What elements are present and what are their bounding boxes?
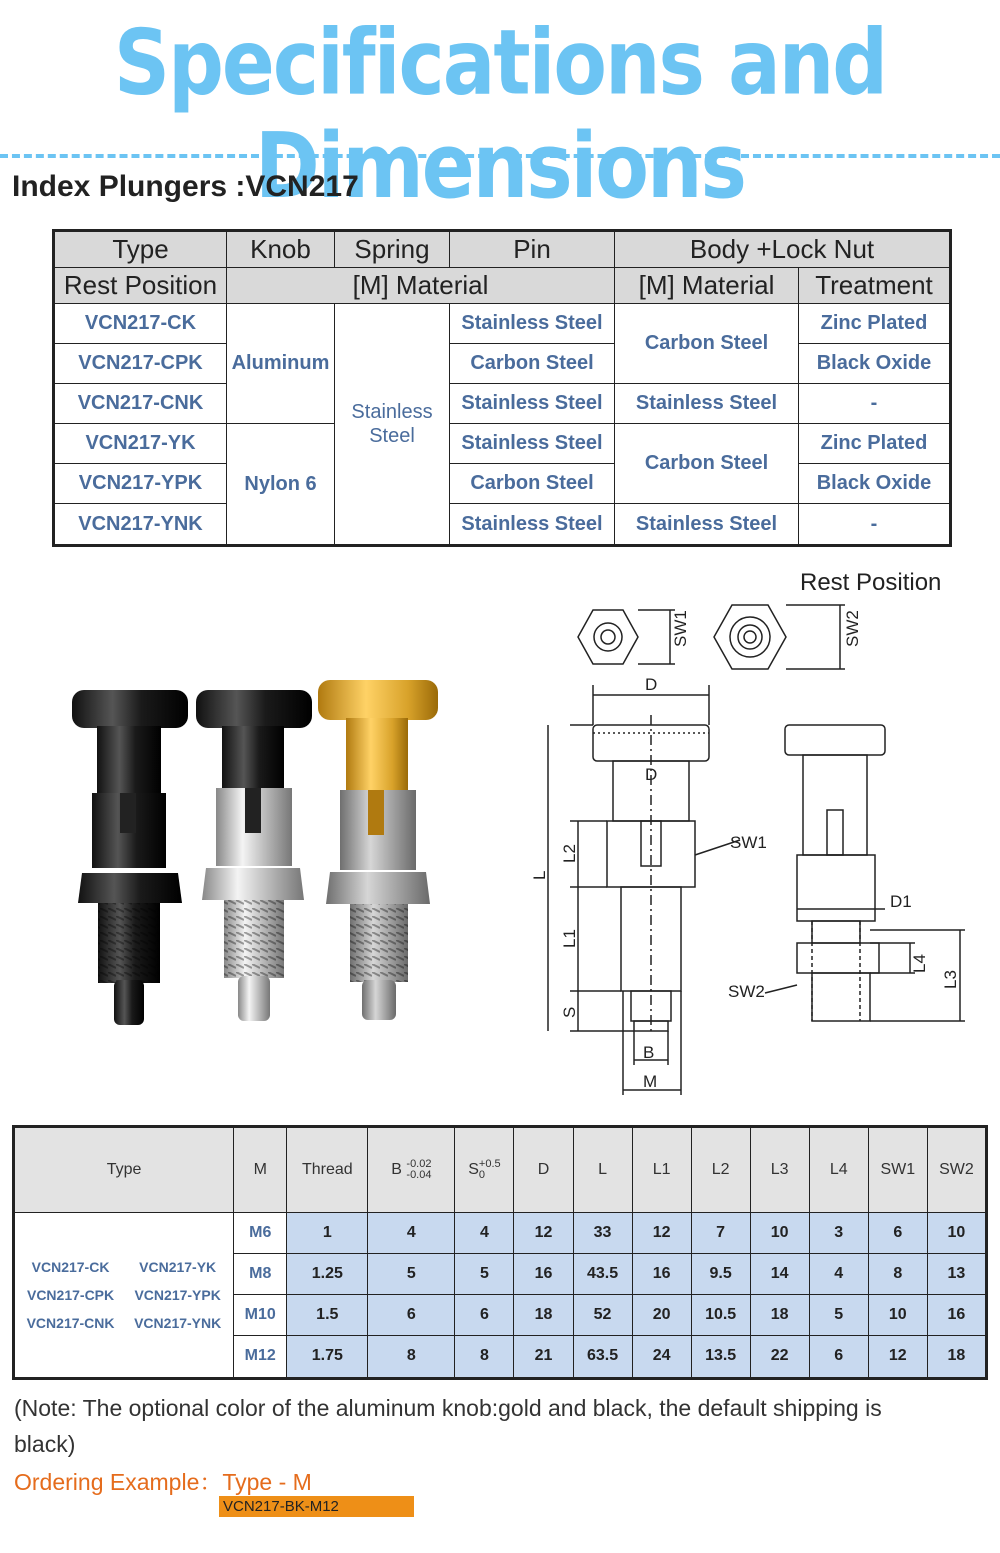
type-cell: VCN217-YPK	[54, 464, 227, 504]
l2-label: L2	[560, 844, 579, 863]
l1-label: L1	[560, 929, 579, 948]
value-cell: 18	[514, 1294, 573, 1335]
note-text: (Note: The optional color of the aluminum knob:gold and black, the default shipping is black)	[14, 1395, 882, 1457]
header-d: D	[514, 1127, 573, 1213]
value-cell: 10	[927, 1213, 986, 1254]
value-cell: 16	[632, 1253, 691, 1294]
m-label: M	[643, 1072, 658, 1091]
value-cell: 5	[809, 1294, 868, 1335]
value-cell: 1.25	[287, 1253, 368, 1294]
header-l2: L2	[691, 1127, 750, 1213]
sw2-side-label: SW2	[728, 982, 765, 1001]
header-s-label: S	[468, 1161, 479, 1179]
value-cell: 9.5	[691, 1253, 750, 1294]
treatment-cell: Zinc Plated	[799, 424, 951, 464]
value-cell: 7	[691, 1213, 750, 1254]
value-cell: 3	[809, 1213, 868, 1254]
value-cell: 6	[368, 1294, 455, 1335]
treatment-cell: -	[799, 504, 951, 546]
header-l1: L1	[632, 1127, 691, 1213]
sw2-label: SW2	[843, 610, 862, 647]
value-cell: 6	[868, 1213, 927, 1254]
header-l4: L4	[809, 1127, 868, 1213]
table-row	[14, 1213, 987, 1254]
table-row	[54, 304, 951, 344]
body-cell: Carbon Steel	[615, 304, 799, 384]
header-s	[455, 1127, 514, 1213]
type-cell: VCN217-CK	[54, 304, 227, 344]
header-knob: Knob	[227, 231, 335, 268]
ordering-code: VCN217-BK-M12	[219, 1496, 414, 1517]
value-cell: 13	[927, 1253, 986, 1294]
value-cell: 63.5	[573, 1335, 632, 1378]
header-b-label: B	[391, 1161, 402, 1179]
pin-cell: Carbon Steel	[450, 464, 615, 504]
title-divider	[0, 154, 1000, 158]
sw1-label: SW1	[671, 610, 690, 647]
sw1-side-label: SW1	[730, 833, 767, 852]
table-row	[54, 504, 951, 546]
table-row	[54, 464, 951, 504]
value-cell: 8	[868, 1253, 927, 1294]
header-thread: Thread	[287, 1127, 368, 1213]
table-row	[54, 384, 951, 424]
type-item: VCN217-YNK	[134, 1315, 222, 1331]
table-row	[54, 344, 951, 384]
type-item: VCN217-CNK	[26, 1315, 115, 1331]
type-item: VCN217-YK	[139, 1259, 217, 1275]
value-cell: 16	[927, 1294, 986, 1335]
value-cell: 4	[809, 1253, 868, 1294]
value-cell: 43.5	[573, 1253, 632, 1294]
table-row	[54, 424, 951, 464]
pin-cell: Stainless Steel	[450, 384, 615, 424]
body-cell: Stainless Steel	[615, 384, 799, 424]
s-tolerance-upper: +0.5	[478, 1158, 501, 1170]
ordering-example-label: Ordering Example：Type - M	[14, 1469, 312, 1495]
body-cell: Stainless Steel	[615, 504, 799, 546]
type-cell: VCN217-YNK	[54, 504, 227, 546]
pin-cell: Stainless Steel	[450, 424, 615, 464]
header-sw1: SW1	[868, 1127, 927, 1213]
type-item: VCN217-YPK	[134, 1287, 221, 1303]
knob-cell: Nylon 6	[227, 424, 335, 546]
value-cell: 21	[514, 1335, 573, 1378]
gold-plunger	[318, 680, 438, 1020]
b-label: B	[643, 1043, 655, 1062]
page-title: Specifications and Dimensions	[113, 12, 887, 219]
l-label: L	[530, 870, 549, 880]
pin-cell: Stainless Steel	[450, 504, 615, 546]
header-body-material: [M] Material	[615, 268, 799, 304]
value-cell: 33	[573, 1213, 632, 1254]
value-cell: 22	[750, 1335, 809, 1378]
treatment-cell: -	[799, 384, 951, 424]
type-cell: VCN217-CNK	[54, 384, 227, 424]
value-cell: 14	[750, 1253, 809, 1294]
product-photo	[60, 668, 460, 1048]
value-cell: 6	[809, 1335, 868, 1378]
value-cell: 5	[455, 1253, 514, 1294]
header-spring: Spring	[335, 231, 450, 268]
silver-plunger	[196, 690, 312, 1021]
s-label: S	[560, 1006, 579, 1018]
pin-cell: Stainless Steel	[450, 304, 615, 344]
rest-position-label: Rest Position	[800, 569, 942, 596]
value-cell: 4	[455, 1213, 514, 1254]
value-cell: 20	[632, 1294, 691, 1335]
header-type: Type	[14, 1127, 234, 1213]
value-cell: 10.5	[691, 1294, 750, 1335]
type-list-cell	[14, 1213, 234, 1379]
d-label: D	[645, 675, 658, 694]
treatment-cell: Black Oxide	[799, 344, 951, 384]
black-plunger	[72, 690, 188, 1025]
header-l: L	[573, 1127, 632, 1213]
value-cell: 13.5	[691, 1335, 750, 1378]
treatment-cell: Black Oxide	[799, 464, 951, 504]
value-cell: 10	[868, 1294, 927, 1335]
s-tolerance-lower: 0	[478, 1169, 486, 1181]
m-cell: M12	[234, 1335, 287, 1378]
material-table	[52, 229, 952, 547]
treatment-cell: Zinc Plated	[799, 304, 951, 344]
value-cell: 16	[514, 1253, 573, 1294]
pin-cell: Carbon Steel	[450, 344, 615, 384]
b-tolerance-lower: -0.04	[406, 1169, 432, 1181]
value-cell: 8	[455, 1335, 514, 1378]
knob-cell: Aluminum	[227, 304, 335, 424]
dimensions-table	[12, 1125, 988, 1380]
value-cell: 18	[927, 1335, 986, 1378]
header-m: M	[234, 1127, 287, 1213]
header-rest-position: Rest Position	[54, 268, 227, 304]
spring-cell: Stainless Steel	[335, 304, 450, 546]
material-header-row-2	[54, 268, 951, 304]
header-body-lock-nut: Body +Lock Nut	[615, 231, 951, 268]
value-cell: 8	[368, 1335, 455, 1378]
value-cell: 18	[750, 1294, 809, 1335]
value-cell: 4	[368, 1213, 455, 1254]
value-cell: 10	[750, 1213, 809, 1254]
m-cell: M8	[234, 1253, 287, 1294]
value-cell: 52	[573, 1294, 632, 1335]
header-l3: L3	[750, 1127, 809, 1213]
value-cell: 1.5	[287, 1294, 368, 1335]
product-subtitle: Index Plungers :VCN217	[12, 170, 359, 203]
value-cell: 24	[632, 1335, 691, 1378]
value-cell: 5	[368, 1253, 455, 1294]
value-cell: 12	[632, 1213, 691, 1254]
m-cell: M10	[234, 1294, 287, 1335]
body-cell: Carbon Steel	[615, 424, 799, 504]
header-treatment: Treatment	[799, 268, 951, 304]
value-cell: 1	[287, 1213, 368, 1254]
header-material: [M] Material	[227, 268, 615, 304]
header-pin: Pin	[450, 231, 615, 268]
type-cell: VCN217-YK	[54, 424, 227, 464]
type-item: VCN217-CPK	[26, 1287, 115, 1303]
d-inner-label: D	[645, 765, 658, 784]
technical-drawing	[500, 565, 1000, 1105]
b-tolerance-upper: -0.02	[406, 1158, 432, 1170]
type-item: VCN217-CK	[31, 1259, 110, 1275]
m-cell: M6	[234, 1213, 287, 1254]
header-b	[368, 1127, 455, 1213]
value-cell: 1.75	[287, 1335, 368, 1378]
dimensions-header-row	[14, 1127, 987, 1213]
l4-label: L4	[910, 954, 929, 973]
d1-label: D1	[890, 892, 912, 911]
value-cell: 6	[455, 1294, 514, 1335]
value-cell: 12	[868, 1335, 927, 1378]
value-cell: 12	[514, 1213, 573, 1254]
header-sw2: SW2	[927, 1127, 986, 1213]
material-header-row-1	[54, 231, 951, 268]
header-type: Type	[54, 231, 227, 268]
l3-label: L3	[941, 970, 960, 989]
type-cell: VCN217-CPK	[54, 344, 227, 384]
